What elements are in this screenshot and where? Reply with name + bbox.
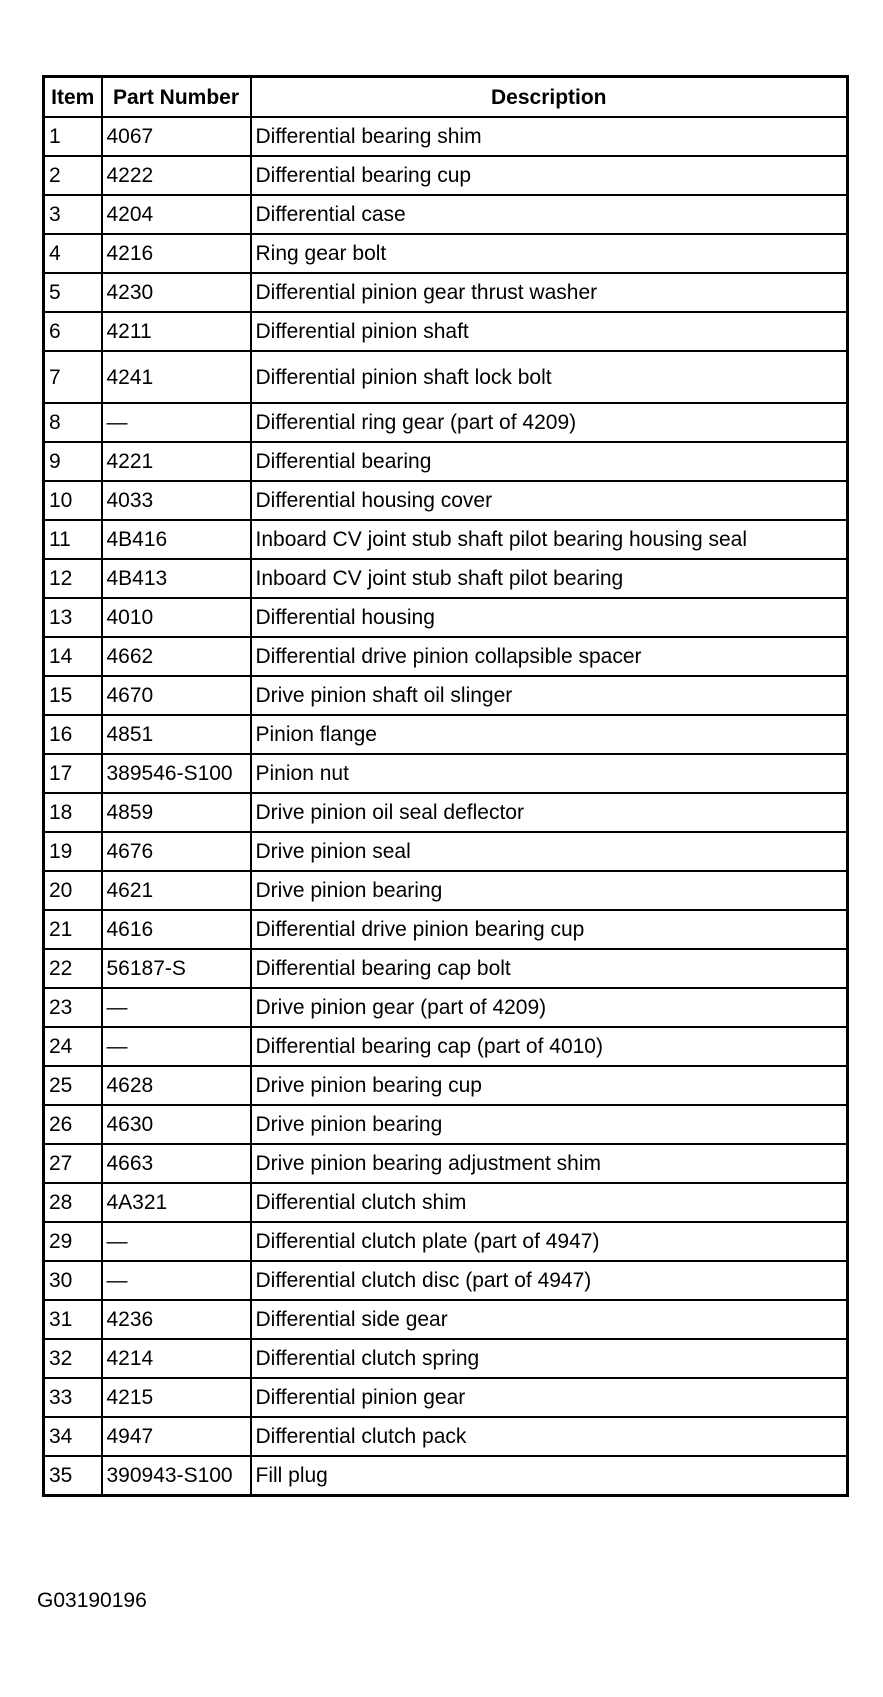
description-cell: Differential bearing cup <box>251 156 848 195</box>
table-row <box>44 156 848 195</box>
item-cell: 23 <box>44 988 102 1027</box>
description-cell: Pinion flange <box>251 715 848 754</box>
header-part-number: Part Number <box>102 77 251 118</box>
item-cell: 15 <box>44 676 102 715</box>
table-row <box>44 312 848 351</box>
part-number-cell: 4B416 <box>102 520 251 559</box>
description-cell: Differential side gear <box>251 1300 848 1339</box>
item-cell: 13 <box>44 598 102 637</box>
item-cell: 22 <box>44 949 102 988</box>
part-number-cell: 389546-S100 <box>102 754 251 793</box>
item-cell: 14 <box>44 637 102 676</box>
description-cell: Inboard CV joint stub shaft pilot bearing <box>251 559 848 598</box>
table-row <box>44 1183 848 1222</box>
description-cell: Differential clutch spring <box>251 1339 848 1378</box>
description-cell: Fill plug <box>251 1456 848 1496</box>
table-row <box>44 117 848 156</box>
description-cell: Drive pinion seal <box>251 832 848 871</box>
table-row <box>44 754 848 793</box>
item-cell: 35 <box>44 1456 102 1496</box>
description-cell: Differential clutch pack <box>251 1417 848 1456</box>
part-number-cell: 4033 <box>102 481 251 520</box>
table-row <box>44 234 848 273</box>
description-cell: Differential housing cover <box>251 481 848 520</box>
item-cell: 28 <box>44 1183 102 1222</box>
item-cell: 8 <box>44 403 102 442</box>
part-number-cell: 4010 <box>102 598 251 637</box>
description-cell: Drive pinion bearing <box>251 1105 848 1144</box>
item-cell: 2 <box>44 156 102 195</box>
part-number-cell: 4947 <box>102 1417 251 1456</box>
description-cell: Differential bearing <box>251 442 848 481</box>
item-cell: 25 <box>44 1066 102 1105</box>
item-cell: 9 <box>44 442 102 481</box>
part-number-cell: 4663 <box>102 1144 251 1183</box>
description-cell: Inboard CV joint stub shaft pilot bearing housing seal <box>251 520 848 559</box>
item-cell: 30 <box>44 1261 102 1300</box>
part-number-cell: 390943-S100 <box>102 1456 251 1496</box>
item-cell: 27 <box>44 1144 102 1183</box>
item-cell: 31 <box>44 1300 102 1339</box>
description-cell: Drive pinion shaft oil slinger <box>251 676 848 715</box>
description-cell: Drive pinion bearing cup <box>251 1066 848 1105</box>
part-number-cell: — <box>102 403 251 442</box>
description-cell: Differential clutch shim <box>251 1183 848 1222</box>
item-cell: 16 <box>44 715 102 754</box>
table-row <box>44 949 848 988</box>
item-cell: 5 <box>44 273 102 312</box>
item-cell: 3 <box>44 195 102 234</box>
part-number-cell: 4851 <box>102 715 251 754</box>
item-cell: 34 <box>44 1417 102 1456</box>
part-number-cell: 4630 <box>102 1105 251 1144</box>
description-cell: Differential pinion gear <box>251 1378 848 1417</box>
item-cell: 17 <box>44 754 102 793</box>
description-cell: Drive pinion oil seal deflector <box>251 793 848 832</box>
table-row <box>44 442 848 481</box>
table-row <box>44 520 848 559</box>
item-cell: 12 <box>44 559 102 598</box>
figure-id: G03190196 <box>37 1589 147 1612</box>
table-row <box>44 793 848 832</box>
part-number-cell: 4241 <box>102 351 251 403</box>
table-row <box>44 676 848 715</box>
item-cell: 10 <box>44 481 102 520</box>
part-number-cell: 4230 <box>102 273 251 312</box>
item-cell: 18 <box>44 793 102 832</box>
part-number-cell: — <box>102 988 251 1027</box>
item-cell: 7 <box>44 351 102 403</box>
table-row <box>44 910 848 949</box>
item-cell: 4 <box>44 234 102 273</box>
part-number-cell: 4067 <box>102 117 251 156</box>
part-number-cell: 4214 <box>102 1339 251 1378</box>
item-cell: 20 <box>44 871 102 910</box>
table-row <box>44 559 848 598</box>
item-cell: 24 <box>44 1027 102 1066</box>
table-row <box>44 273 848 312</box>
description-cell: Differential drive pinion collapsible spacer <box>251 637 848 676</box>
description-cell: Differential case <box>251 195 848 234</box>
description-cell: Drive pinion bearing <box>251 871 848 910</box>
table-row <box>44 481 848 520</box>
table-row <box>44 637 848 676</box>
description-cell: Differential clutch disc (part of 4947) <box>251 1261 848 1300</box>
item-cell: 21 <box>44 910 102 949</box>
part-number-cell: 4216 <box>102 234 251 273</box>
table-row <box>44 598 848 637</box>
part-number-cell: 4859 <box>102 793 251 832</box>
description-cell: Differential drive pinion bearing cup <box>251 910 848 949</box>
description-cell: Drive pinion gear (part of 4209) <box>251 988 848 1027</box>
part-number-cell: 4628 <box>102 1066 251 1105</box>
table-row <box>44 832 848 871</box>
item-cell: 33 <box>44 1378 102 1417</box>
description-cell: Differential housing <box>251 598 848 637</box>
part-number-cell: 4676 <box>102 832 251 871</box>
part-number-cell: 4621 <box>102 871 251 910</box>
description-cell: Differential pinion gear thrust washer <box>251 273 848 312</box>
item-cell: 29 <box>44 1222 102 1261</box>
description-cell: Differential pinion shaft lock bolt <box>251 351 848 403</box>
item-cell: 6 <box>44 312 102 351</box>
description-cell: Differential bearing cap (part of 4010) <box>251 1027 848 1066</box>
part-number-cell: 4B413 <box>102 559 251 598</box>
item-cell: 19 <box>44 832 102 871</box>
table-row <box>44 871 848 910</box>
table-header-row <box>44 77 848 118</box>
part-number-cell: 4211 <box>102 312 251 351</box>
table-row <box>44 1261 848 1300</box>
table-row <box>44 1378 848 1417</box>
description-cell: Drive pinion bearing adjustment shim <box>251 1144 848 1183</box>
part-number-cell: 4215 <box>102 1378 251 1417</box>
table-row <box>44 1105 848 1144</box>
part-number-cell: — <box>102 1222 251 1261</box>
part-number-cell: 4221 <box>102 442 251 481</box>
description-cell: Differential bearing cap bolt <box>251 949 848 988</box>
table-row <box>44 1144 848 1183</box>
table-row <box>44 1222 848 1261</box>
description-cell: Ring gear bolt <box>251 234 848 273</box>
description-cell: Differential bearing shim <box>251 117 848 156</box>
table-row <box>44 1339 848 1378</box>
table-row <box>44 195 848 234</box>
part-number-cell: 4A321 <box>102 1183 251 1222</box>
table-row <box>44 715 848 754</box>
description-cell: Differential clutch plate (part of 4947) <box>251 1222 848 1261</box>
item-cell: 1 <box>44 117 102 156</box>
description-cell: Differential ring gear (part of 4209) <box>251 403 848 442</box>
part-number-cell: 4670 <box>102 676 251 715</box>
part-number-cell: 4236 <box>102 1300 251 1339</box>
part-number-cell: 4662 <box>102 637 251 676</box>
parts-table <box>42 75 849 1497</box>
part-number-cell: 4204 <box>102 195 251 234</box>
part-number-cell: — <box>102 1027 251 1066</box>
header-item: Item <box>44 77 102 118</box>
table-row <box>44 1066 848 1105</box>
description-cell: Differential pinion shaft <box>251 312 848 351</box>
description-cell: Pinion nut <box>251 754 848 793</box>
table-row <box>44 1027 848 1066</box>
table-row <box>44 988 848 1027</box>
table-row <box>44 403 848 442</box>
item-cell: 26 <box>44 1105 102 1144</box>
item-cell: 32 <box>44 1339 102 1378</box>
table-row <box>44 1417 848 1456</box>
part-number-cell: — <box>102 1261 251 1300</box>
part-number-cell: 56187-S <box>102 949 251 988</box>
table-row <box>44 351 848 403</box>
part-number-cell: 4222 <box>102 156 251 195</box>
item-cell: 11 <box>44 520 102 559</box>
header-description: Description <box>251 77 848 118</box>
table-row <box>44 1300 848 1339</box>
table-row <box>44 1456 848 1496</box>
part-number-cell: 4616 <box>102 910 251 949</box>
